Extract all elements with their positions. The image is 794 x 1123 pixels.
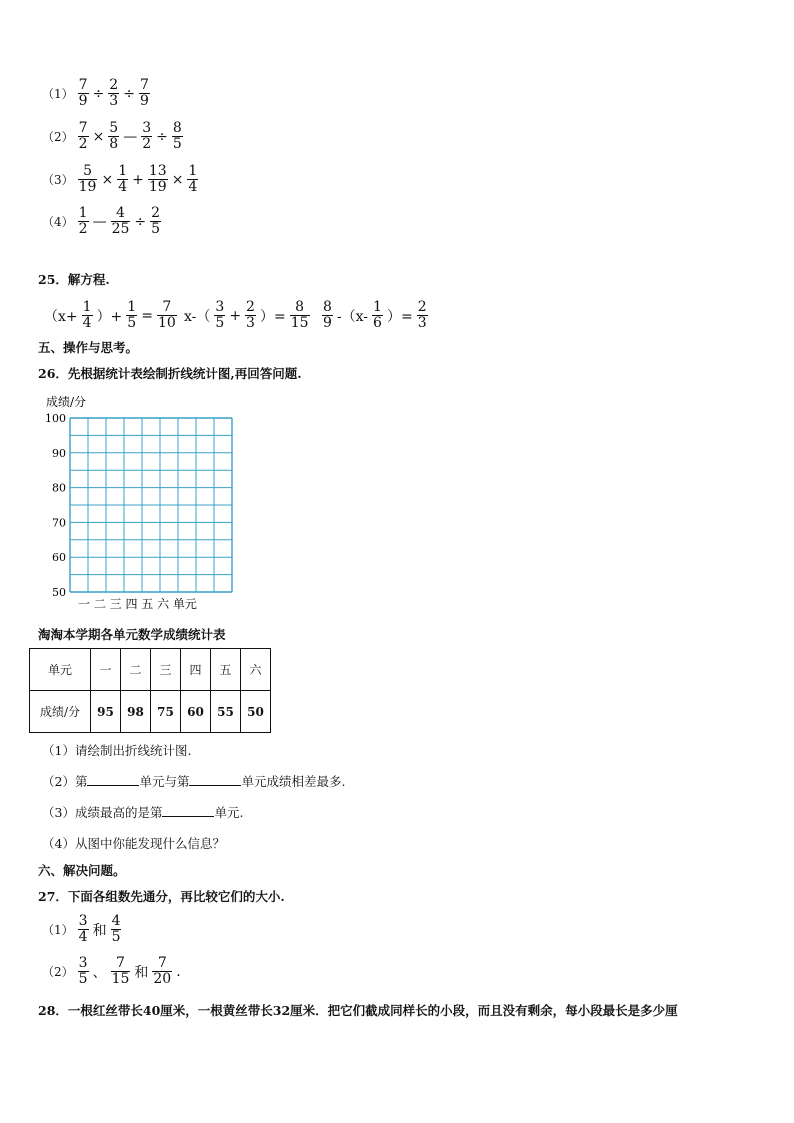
numerator: 1 [373,299,382,315]
fraction [108,121,119,152]
denominator: 19 [78,179,97,195]
table-cell: 55 [211,691,241,733]
fraction [111,956,131,987]
denominator: 2 [142,136,152,152]
calc-item-4 [42,206,163,237]
denominator: 3 [246,315,255,331]
numerator: 5 [109,120,119,136]
numerator: 3 [142,120,152,136]
table-cell: 50 [241,691,271,733]
fraction [108,78,119,109]
fraction [78,956,89,987]
fraction [117,164,128,195]
numerator: 3 [78,955,88,971]
answer-blank[interactable] [87,773,139,786]
fraction [322,300,333,331]
fraction [78,78,89,109]
grid-svg [38,392,238,616]
q27-label: （1） [42,923,74,937]
operator: ÷ [92,85,105,102]
denominator: 15 [290,315,309,331]
q26-sub2 [42,772,345,790]
fraction [157,300,177,331]
denominator: 19 [148,179,167,195]
equation-expression [320,300,430,331]
numerator: 13 [148,163,167,179]
q27-title: 27．下面各组数先通分，再比较它们的大小. [38,889,285,904]
operator: = [141,307,153,324]
answer-blank[interactable] [189,773,241,786]
operator: x-（ [184,308,211,325]
q28-text: 28．一根红丝带长40厘米，一根黄丝带长32厘米．把它们截成同样长的小段，而且没有剩余，每小段最长是多少厘 [38,1003,678,1018]
fraction [78,121,89,152]
table-title: 淘淘本学期各单元数学成绩统计表 [38,627,226,642]
calc-item-2 [42,121,185,152]
q26-sub3 [42,803,243,821]
fraction [245,300,256,331]
numerator: 1 [78,205,88,221]
table-cell: 三 [151,649,181,691]
table-cell: 二 [121,649,151,691]
fraction [214,300,225,331]
numerator: 4 [116,205,125,221]
y-tick-labels [45,412,66,599]
score-table [29,648,271,733]
q26-sub4: （4）从图中你能发现什么信息？ [42,836,225,851]
y-tick-label: 70 [52,516,66,530]
numerator: 3 [215,299,225,315]
table-row [30,649,271,691]
operator: 和 [92,922,107,939]
numerator: 7 [78,77,88,93]
calc-expression [76,206,163,237]
numerator: 1 [188,163,198,179]
operator: -（x- [336,308,369,325]
table-row [30,691,271,733]
numerator: 7 [139,77,149,93]
calc-label: （3） [42,173,74,187]
y-tick-label: 100 [45,412,66,425]
blank-line-chart-grid [38,392,238,616]
numerator: 1 [127,299,137,315]
fraction [78,206,89,237]
calc-label: （4） [42,215,74,229]
numerator: 1 [82,299,92,315]
operator: ）+ [96,308,123,325]
operator: . [176,963,181,980]
operator: ÷ [123,85,135,102]
fraction [111,206,131,237]
calc-label: （1） [42,87,74,101]
table-cell: 六 [241,649,271,691]
denominator: 2 [78,221,88,237]
fraction [139,78,150,109]
denominator: 4 [78,929,88,945]
q26-sub1: （1）请绘制出折线统计图. [42,743,192,758]
fraction [152,956,172,987]
denominator: 2 [78,136,88,152]
operator: ）= [259,308,286,325]
fraction [150,206,161,237]
denominator: 5 [215,315,225,331]
q26-sub2-text: 单元与第 [139,774,190,789]
table-cell: 五 [211,649,241,691]
q27-item-1 [42,914,123,945]
y-tick-label: 60 [52,551,66,565]
operator: ）= [386,308,413,325]
table-cell: 四 [181,649,211,691]
numerator: 3 [78,913,88,929]
operator: 和 [134,964,149,981]
y-tick-label: 90 [52,446,66,460]
numerator: 4 [111,913,121,929]
table-cell: 60 [181,691,211,733]
q25-title: 25．解方程. [38,272,110,287]
q26-sub2-text: （2）第 [42,774,88,789]
calc-item-1 [42,78,152,109]
equation-1 [42,300,179,331]
numerator: 1 [118,163,128,179]
denominator: 25 [111,221,130,237]
denominator: 5 [78,971,88,987]
calc-expression [76,164,201,195]
table-cell: 单元 [30,649,91,691]
fraction [111,914,122,945]
q27-expression [76,914,124,945]
denominator: 9 [323,315,332,331]
fraction [172,121,183,152]
operator: + [132,171,144,188]
y-tick-label: 50 [52,586,66,599]
equation-expression [182,300,312,331]
calc-expression [76,121,185,152]
denominator: 15 [111,971,130,987]
denominator: 10 [157,315,176,331]
q26-title: 26．先根据统计表绘制折线统计图,再回答问题. [38,366,302,381]
table-cell: 成绩/分 [30,691,91,733]
operator: + [229,307,242,324]
numerator: 2 [151,205,161,221]
operator: ÷ [156,128,168,145]
x-axis-labels: 一 二 三 四 五 六 单元 [78,597,197,611]
equation-expression [42,300,179,331]
y-axis-label: 成绩/分 [46,395,87,409]
section-6-heading: 六、解决问题。 [38,863,126,878]
numerator: 8 [172,120,182,136]
fraction [78,164,98,195]
denominator: 5 [111,929,121,945]
numerator: 7 [116,955,125,971]
denominator: 6 [373,315,382,331]
operator: 、 [92,964,107,981]
operator: × [171,171,184,188]
denominator: 20 [153,971,172,987]
denominator: 4 [82,315,92,331]
q27-item-2 [42,956,183,987]
denominator: 5 [151,221,161,237]
q26-sub3-text: （3）成绩最高的是第 [42,805,163,820]
fraction [78,914,89,945]
equation-3 [320,300,430,331]
calc-item-3 [42,164,200,195]
calc-label: （2） [42,130,74,144]
denominator: 5 [172,136,182,152]
grid-lines [70,418,232,592]
operator: × [101,171,114,188]
numerator: 2 [246,299,255,315]
denominator: 9 [139,93,149,109]
denominator: 3 [417,315,427,331]
denominator: 4 [118,179,128,195]
equation-2 [182,300,312,331]
fraction [148,164,168,195]
denominator: 3 [109,93,119,109]
operator: （x+ [44,308,78,325]
q26-sub3-text: 单元. [214,805,244,820]
denominator: 9 [78,93,88,109]
numerator: 8 [323,299,332,315]
section-5-heading: 五、操作与思考。 [38,340,139,355]
q26-sub2-text: 单元成绩相差最多. [241,774,346,789]
q27-label: （2） [42,965,74,979]
numerator: 7 [157,955,167,971]
denominator: 5 [127,315,137,331]
fraction [372,300,383,331]
fraction [126,300,137,331]
numerator: 8 [295,299,305,315]
fraction [141,121,152,152]
table-cell: 一 [91,649,121,691]
numerator: 2 [417,299,427,315]
operator: ÷ [134,213,147,230]
calc-expression [76,78,152,109]
operator: — [92,213,107,230]
fraction [187,164,198,195]
operator: — [123,128,138,145]
y-tick-label: 80 [52,481,66,495]
table-cell: 95 [91,691,121,733]
numerator: 2 [109,77,119,93]
table-cell: 75 [151,691,181,733]
fraction [417,300,428,331]
q27-expression [76,956,183,987]
denominator: 8 [109,136,119,152]
numerator: 7 [78,120,88,136]
numerator: 5 [83,163,93,179]
fraction [290,300,310,331]
fraction [82,300,93,331]
answer-blank[interactable] [162,804,214,817]
numerator: 7 [162,299,172,315]
operator: × [92,128,105,145]
table-cell: 98 [121,691,151,733]
denominator: 4 [188,179,198,195]
